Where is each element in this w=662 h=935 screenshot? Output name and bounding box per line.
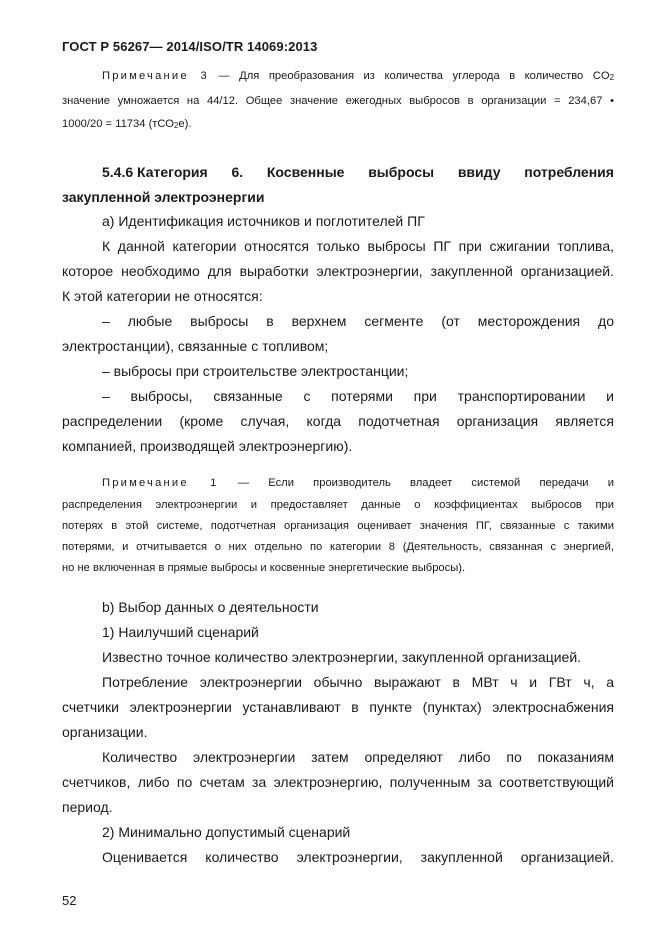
note3-line-1 — [102, 70, 614, 82]
note1-line-5: но не включенная в прямые выбросы и косвенные энергетические выбросы). — [62, 562, 466, 574]
scenario-1-para-3-line-3: период. — [62, 799, 113, 815]
dash1-line-2: электростанции), связанные с топливом; — [62, 338, 329, 354]
note1-line-1 — [102, 477, 614, 489]
section-heading-line-1 — [102, 164, 614, 180]
note3-text-3a: 1000/20 = 11734 (тСО — [62, 118, 174, 130]
heading-word: 5.4.6 Категория — [102, 164, 208, 180]
scenario-2-heading: 2) Минимально допустимый сценарий — [102, 824, 351, 840]
para1-line-1: К данной категории относятся только выбросы ПГ при сжигании топлива, — [102, 238, 614, 254]
dash3-line-3: компанией, производящей электроэнергию). — [62, 438, 353, 454]
para1-line-2: которое необходимо для выработки электроэнергии, закупленной организацией. — [62, 263, 614, 279]
note3-text-1: — Для преобразования из количества углерода в количество CO — [208, 70, 610, 82]
note1-line-3: потерях в этой системе, подотчетная организация оценивает значения ПГ, связанные с такими — [62, 520, 614, 532]
heading-word: выбросы — [368, 164, 435, 180]
section-heading-line-2: закупленной электроэнергии — [62, 189, 265, 205]
note3-line-2: значение умножается на 44/12. Общее значение ежегодных выбросов в организации = 234,67 • — [62, 95, 614, 107]
note1-line-2: распределения электроэнергии и предоставляет данные о коэффициентах выбросов при — [62, 499, 614, 511]
scenario-1-para-2-line-2: счетчики электроэнергии устанавливают в пункте (пунктах) электроснабжения — [62, 699, 614, 715]
note3-text-3b: е). — [178, 118, 192, 130]
note1-line-4: потерями, и отчитывается о них отдельно по категории 8 (Деятельность, связанная с энергией, — [62, 541, 614, 553]
note3-subscript-3: 2 — [173, 121, 179, 130]
para1-line-3: К этой категории не относятся: — [62, 288, 263, 304]
note3-subscript-1: 2 — [609, 73, 615, 82]
note1-label: Примечание 1 — [102, 477, 219, 489]
page-number: 52 — [62, 893, 77, 908]
scenario-1-para-3-line-2: счетчиков, либо по счетам за электроэнергию, полученным за соответствующий — [62, 774, 614, 790]
scenario-1-para-2-line-3: организации. — [62, 724, 148, 740]
dash2: – выбросы при строительстве электростанции; — [102, 363, 409, 379]
dash3-line-2: распределении (кроме случая, когда подотчетная организация является — [62, 413, 614, 429]
heading-word: 6. — [231, 164, 244, 180]
item-b: b) Выбор данных о деятельности — [102, 599, 319, 615]
dash1-line-1: – любые выбросы в верхнем сегменте (от месторождения до — [102, 313, 614, 329]
scenario-1-para-2-line-1: Потребление электроэнергии обычно выражают в МВт ч и ГВт ч, а — [102, 674, 614, 690]
scenario-2-para-1: Оценивается количество электроэнергии, закупленной организацией. — [102, 849, 614, 865]
document-header: ГОСТ Р 56267— 2014/ISO/TR 14069:2013 — [62, 39, 318, 54]
scenario-1-heading: 1) Наилучший сценарий — [102, 624, 259, 640]
heading-word: ввиду — [457, 164, 501, 180]
note1-text-1: — Если производитель владеет системой передачи и — [218, 477, 614, 489]
heading-word: потребления — [524, 164, 614, 180]
scenario-1-para-1: Известно точное количество электроэнергии, закупленной организацией. — [102, 649, 582, 665]
dash3-line-1: – выбросы, связанные с потерями при транспортировании и — [102, 388, 614, 404]
heading-word: Косвенные — [266, 164, 345, 180]
item-a: а) Идентификация источников и поглотителей ПГ — [102, 213, 425, 229]
note3-line-3 — [62, 118, 191, 130]
note3-label: Примечание 3 — [102, 70, 209, 82]
scenario-1-para-3-line-1: Количество электроэнергии затем определяют либо по показаниям — [102, 749, 614, 765]
